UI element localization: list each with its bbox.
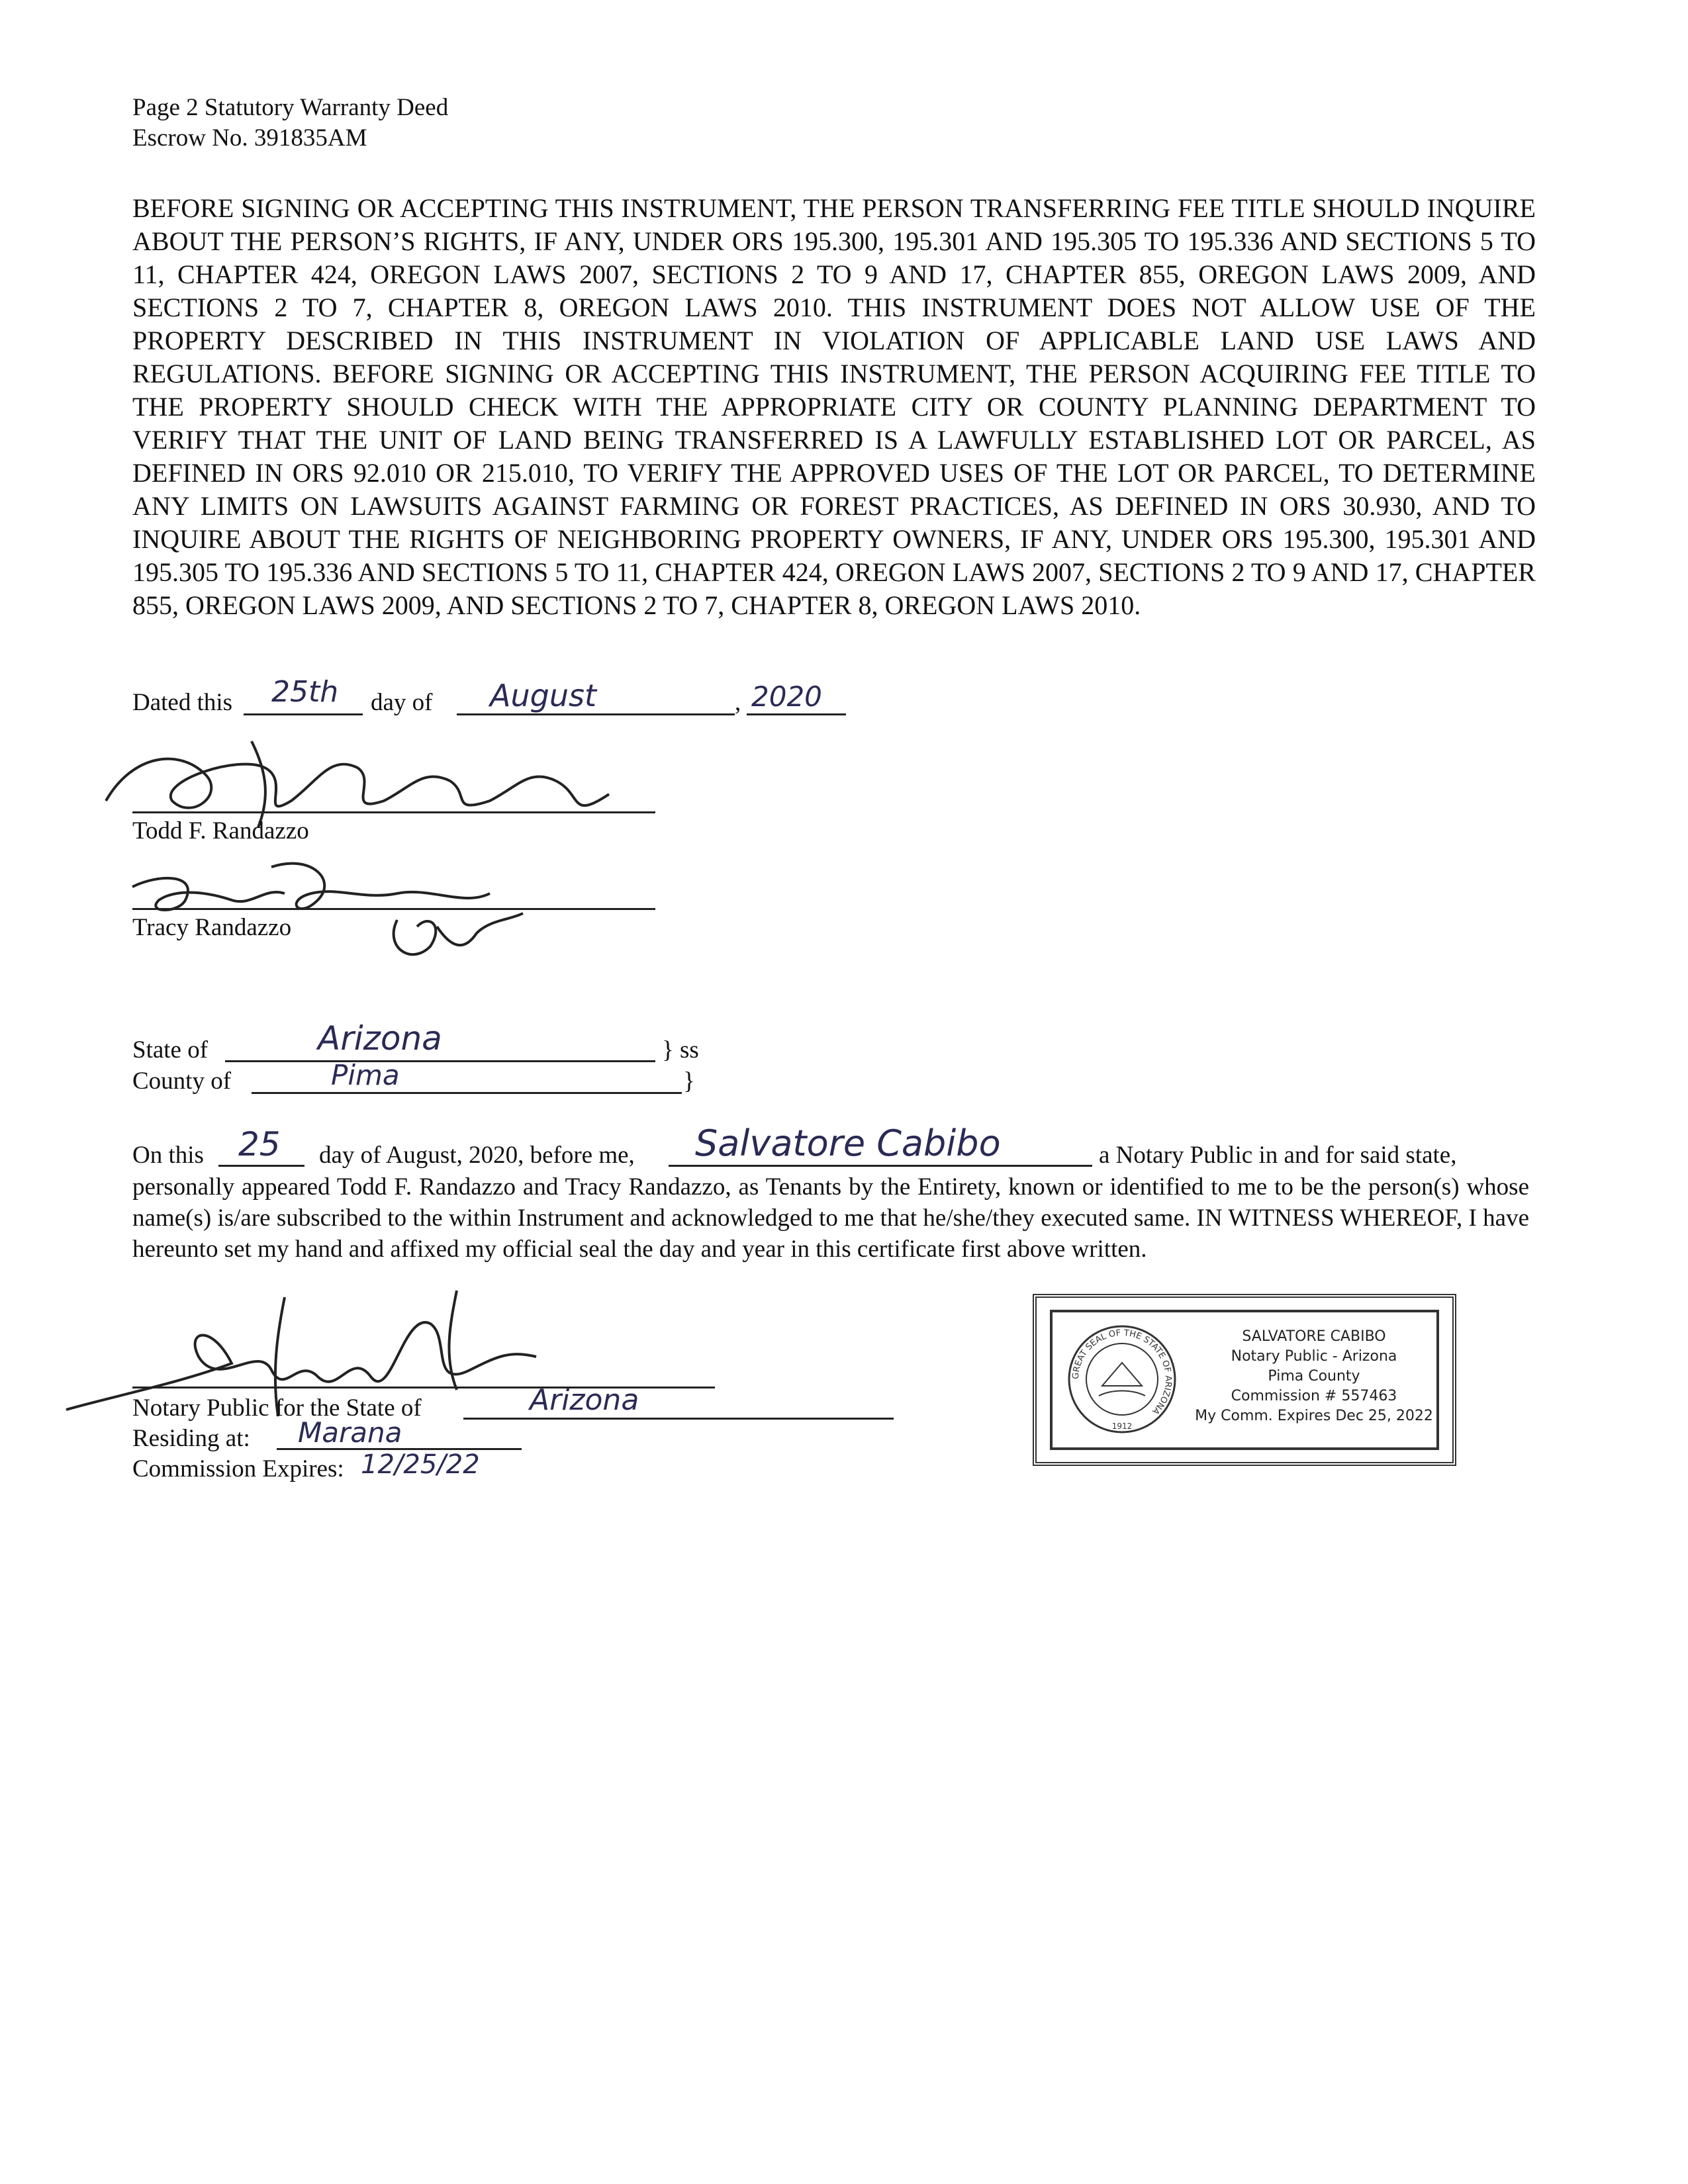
signature-rule-2 (132, 908, 655, 910)
ack-notary-handwritten: Salvatore Cabibo (695, 1122, 1001, 1164)
expires-handwritten: 12/25/22 (361, 1449, 480, 1480)
dated-day-rule (244, 713, 363, 715)
state-rule (225, 1060, 655, 1062)
ack-day-handwritten: 25 (238, 1125, 281, 1163)
statutory-notice: BEFORE SIGNING OR ACCEPTING THIS INSTRUMENT, THE PERSON TRANSFERRING FEE TITLE SHOULD INQUIRE ABOUT THE PERSON’S RIGHTS, IF ANY, UNDER ORS 195.300, 195.301 AND 195.305 TO 195.336 AND SECTIONS 5 TO 11, CHAPTER 424, OREGON LAWS 2007, SECTIONS 2 TO 9 AND 17, CHAPTER 855, OREGON LAWS 2009, AND SECTIONS 2 TO 7, CHAPTER 8, OREGON LAWS 2010. THIS INSTRUMENT DOES NOT ALLOW USE OF THE PROPERTY DESCRIBED IN THIS INSTRUMENT IN VIOLATION OF APPLICABLE LAND USE LAWS AND REGULATIONS. BEFORE SIGNING OR ACCEPTING THIS INSTRUMENT, THE PERSON ACQUIRING FEE TITLE TO THE PROPERTY SHOULD CHECK WITH THE APPROPRIATE CITY OR COUNTY PLANNING DEPARTMENT TO VERIFY THAT THE UNIT OF LAND BEING TRANSFERRED IS A LAWFULLY ESTABLISHED LOT OR PARCEL, AS DEFINED IN ORS 92.010 OR 215.010, TO VERIFY THE APPROVED USES OF THE LOT OR PARCEL, TO DETERMINE ANY LIMITS ON LAWSUITS AGAINST FARMING OR FOREST PRACTICES, AS DEFINED IN ORS 30.930, AND TO INQUIRE ABOUT THE RIGHTS OF NEIGHBORING PROPERTY OWNERS, IF ANY, UNDER ORS 195.300, 195.301 AND 195.305 TO 195.336 AND SECTIONS 5 TO 11, CHAPTER 424, OREGON LAWS 2007, SECTIONS 2 TO 9 AND 17, CHAPTER 855, OREGON LAWS 2009, AND SECTIONS 2 TO 7, CHAPTER 8, OREGON LAWS 2010. (132, 193, 1536, 620)
page-title: Page 2 Statutory Warranty Deed (132, 94, 449, 121)
state-seal-emblem (1066, 1323, 1178, 1435)
notary-state-handwritten: Arizona (530, 1383, 639, 1417)
state-handwritten: Arizona (318, 1019, 442, 1058)
ack-day-rule (218, 1165, 305, 1167)
seal-year: 1912 (1111, 1422, 1133, 1431)
seal-ring-text: GREAT SEAL OF THE STATE OF ARIZONA (1070, 1328, 1174, 1416)
signer-1-name: Todd F. Randazzo (132, 817, 309, 844)
state-label: State of (132, 1036, 209, 1064)
county-label: County of (132, 1068, 232, 1095)
seal-title: Notary Public - Arizona (1231, 1348, 1397, 1365)
notary-seal-stamp (1033, 1294, 1456, 1466)
county-rule (252, 1092, 682, 1094)
dated-month-handwritten: August (490, 678, 596, 713)
seal-commission: Commission # 557463 (1231, 1388, 1397, 1404)
ack-body: personally appeared Todd F. Randazzo and Tracy Randazzo, as Tenants by the Entirety, known or identified to me to be the person(s) whose name(s) is/are subscribed to the within Instrument and acknowledged to me that he/she/they executed same. IN WITNESS WHEREOF, I have hereunto set my hand and affixed my official seal the day and year in this certificate first above written. (132, 1173, 1529, 1263)
residing-label: Residing at: (132, 1425, 250, 1452)
ack-notary-rule (669, 1165, 1092, 1167)
seal-county: Pima County (1268, 1368, 1360, 1385)
seal-text-block (1192, 1327, 1436, 1426)
escrow-number: Escrow No. 391835AM (132, 124, 367, 152)
seal-notary-name: SALVATORE CABIBO (1242, 1328, 1386, 1345)
dated-prefix: Dated this (132, 689, 233, 716)
county-handwritten: Pima (331, 1059, 400, 1091)
signature-rule-1 (132, 811, 655, 813)
ss-mark: } ss (662, 1036, 699, 1064)
dated-mid: day of (371, 689, 433, 716)
residing-handwritten: Marana (298, 1416, 402, 1449)
signer-2-name: Tracy Randazzo (132, 914, 292, 941)
dated-year-handwritten: 2020 (751, 680, 822, 713)
notary-public-label: Notary Public for the State of (132, 1394, 422, 1422)
dated-month-rule (457, 713, 735, 715)
dated-sep: , (735, 689, 741, 716)
notary-state-rule (463, 1418, 894, 1420)
dated-line (132, 688, 232, 717)
ack-on-this: On this (132, 1142, 204, 1169)
ack-part2: day of August, 2020, before me, (319, 1142, 635, 1169)
document-header (132, 93, 448, 154)
dated-year-rule (747, 713, 846, 715)
county-brace: } (683, 1068, 695, 1095)
notary-seal-frame (1050, 1310, 1439, 1450)
signature-tracy (119, 847, 583, 973)
dated-day-handwritten: 25th (271, 675, 339, 709)
expires-label: Commission Expires: (132, 1455, 344, 1482)
ack-part3: a Notary Public in and for said state, (1099, 1142, 1457, 1169)
seal-expires: My Comm. Expires Dec 25, 2022 (1195, 1408, 1433, 1424)
